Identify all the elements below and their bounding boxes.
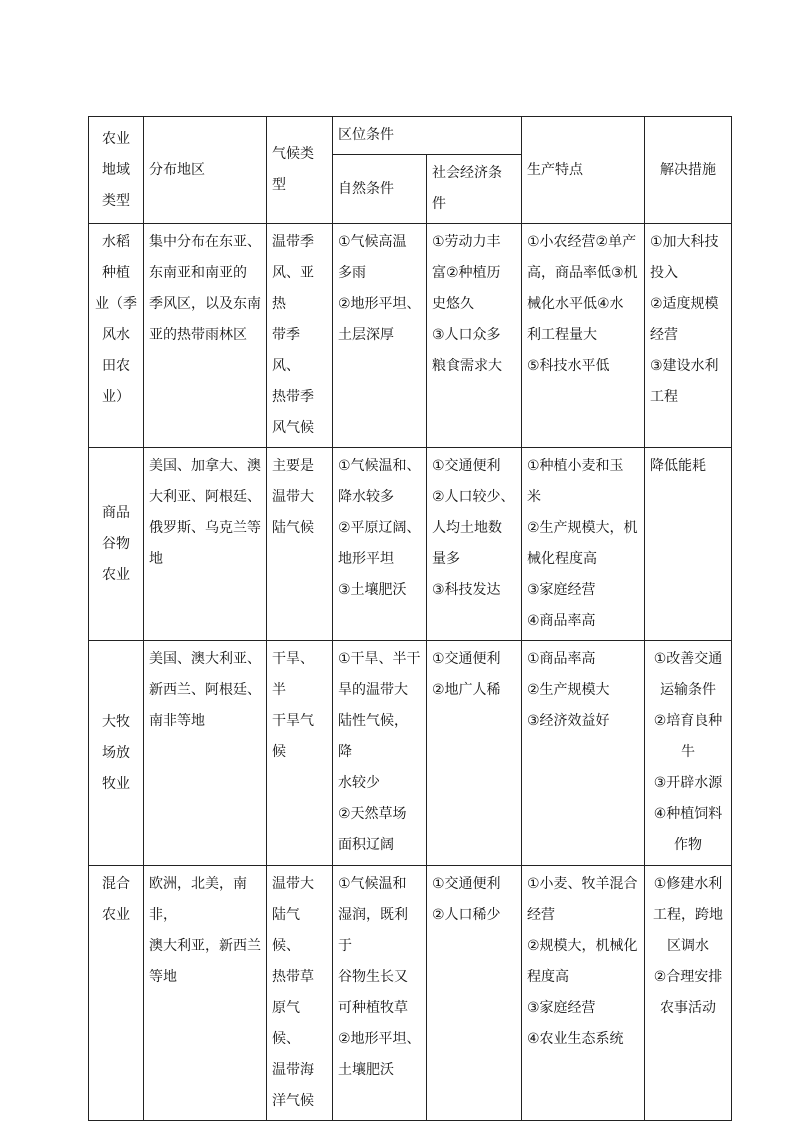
header-measures: 解决措施 — [645, 117, 732, 224]
cell-line: 陆气候、 — [272, 907, 300, 954]
row-type-cell — [89, 866, 144, 1121]
cell-line: ②人口稀少 — [432, 907, 501, 923]
row-region-cell — [144, 224, 267, 448]
row-region-cell — [144, 448, 267, 641]
cell-line: 可种植牧草 — [338, 1000, 408, 1016]
cell-line: 洋气候 — [272, 1093, 314, 1109]
cell-line: 水较少 — [338, 775, 380, 791]
cell-line: 气候类 — [272, 146, 314, 162]
header-location: 区位条件 — [333, 117, 522, 155]
cell-line: ②天然草场 — [338, 806, 407, 822]
cell-line: 温带大 — [272, 489, 314, 505]
cell-line: 温带季 — [272, 234, 314, 250]
cell-line: 新西兰、阿根廷、 — [149, 682, 261, 698]
cell-line: ①种植小麦和玉 — [527, 458, 624, 474]
cell-line: 地形平坦 — [338, 551, 394, 567]
table-row — [89, 866, 732, 1121]
header-natural: 自然条件 — [333, 155, 427, 224]
cell-line: ③人口众多 — [432, 327, 501, 343]
row-measures-cell — [645, 641, 732, 866]
cell-line: ②生产规模大 — [527, 682, 610, 698]
header-type — [89, 117, 144, 224]
cell-line: ①交通便利 — [432, 651, 501, 667]
cell-line: 主要是 — [272, 458, 314, 474]
cell-line: 农业 — [102, 130, 130, 147]
cell-line: 件 — [432, 196, 446, 212]
cell-line: 工程，跨地 — [653, 907, 723, 923]
cell-line: 降低能耗 — [650, 458, 706, 474]
cell-line: 土壤肥沃 — [338, 1062, 394, 1078]
cell-line: 程度高 — [527, 969, 569, 985]
row-features-cell — [522, 448, 645, 641]
cell-line: ②人口较少、 — [432, 489, 515, 505]
cell-line: ①劳动力丰 — [432, 234, 501, 250]
cell-line: 美国、加拿大、澳 — [149, 458, 261, 474]
cell-line: 混合 — [102, 876, 130, 892]
cell-line: 湿润，既利于 — [338, 907, 408, 954]
cell-line: 械化程度高 — [527, 551, 597, 567]
cell-line: 商品 — [102, 504, 130, 521]
row-region-cell — [144, 866, 267, 1121]
header-region: 分布地区 — [144, 117, 267, 224]
cell-line: 利工程量大 — [527, 327, 597, 343]
cell-line: 原气候、 — [272, 1000, 300, 1047]
row-measures-cell — [645, 866, 732, 1121]
cell-line: 地域 — [102, 161, 130, 178]
cell-line: 业） — [102, 389, 130, 405]
cell-line: 大利亚、阿根廷、 — [149, 489, 261, 505]
row-features-cell — [522, 641, 645, 866]
cell-line: 场放 — [102, 744, 130, 761]
cell-line: 风水 — [102, 327, 130, 343]
row-natural-cell — [333, 448, 427, 641]
cell-line: 社会经济条 — [432, 165, 502, 181]
cell-line: ①交通便利 — [432, 458, 501, 474]
cell-line: 农业 — [102, 907, 130, 923]
cell-line: 欧洲，北美，南非， — [149, 876, 247, 923]
cell-line: 高，商品率低③机 — [527, 265, 638, 281]
cell-line: 陆气候 — [272, 520, 314, 536]
cell-line: ②生产规模大，机 — [527, 520, 638, 536]
cell-line: 粮食需求大 — [432, 358, 502, 374]
cell-line: 干旱、半 — [272, 651, 314, 698]
cell-line: 农业 — [102, 566, 130, 583]
cell-line: 风、亚热 — [272, 265, 314, 312]
row-natural-cell — [333, 224, 427, 448]
cell-line: 面积辽阔 — [338, 837, 394, 853]
cell-line: 俄罗斯、乌克兰等 — [149, 520, 261, 536]
cell-line: ③科技发达 — [432, 582, 501, 598]
cell-line: 土层深厚 — [338, 327, 394, 343]
cell-line: ①气候温和 — [338, 876, 407, 892]
cell-line: 热带季 — [272, 389, 314, 405]
row-natural-cell — [333, 866, 427, 1121]
cell-line: ②规模大，机械化 — [527, 938, 638, 954]
cell-line: 农事活动 — [660, 1000, 716, 1016]
cell-line: ④农业生态系统 — [527, 1031, 624, 1047]
cell-line: ②地形平坦、 — [338, 296, 421, 312]
table-row — [89, 448, 732, 641]
cell-line: 史悠久 — [432, 296, 474, 312]
cell-line: 热带草 — [272, 969, 314, 985]
cell-line: ②地广人稀 — [432, 682, 501, 698]
cell-line: ③开辟水源 — [653, 775, 723, 791]
cell-line: 美国、澳大利亚、 — [149, 651, 261, 667]
row-climate-cell — [267, 641, 333, 866]
cell-line: 东南亚和南亚的 — [149, 265, 247, 281]
cell-line: ③家庭经营 — [527, 582, 596, 598]
cell-line: 田农 — [102, 358, 130, 374]
cell-line: ②合理安排 — [653, 969, 723, 985]
row-measures-cell — [645, 224, 732, 448]
row-social-cell — [427, 224, 522, 448]
cell-line: ⑤科技水平低 — [527, 358, 610, 374]
cell-line: 南非等地 — [149, 713, 205, 729]
cell-line: ①商品率高 — [527, 651, 596, 667]
cell-line: ①修建水利 — [653, 876, 723, 892]
cell-line: 水稻 — [102, 234, 130, 250]
header-social — [427, 155, 522, 224]
cell-line: ①小麦、牧羊混合 — [527, 876, 638, 892]
cell-line: 大牧 — [102, 713, 130, 730]
cell-line: ①气候高温 — [338, 234, 407, 250]
row-social-cell — [427, 448, 522, 641]
cell-line: 类型 — [102, 192, 130, 209]
cell-line: 旱的温带大 — [338, 682, 408, 698]
row-features-cell — [522, 866, 645, 1121]
cell-line: 业（季 — [95, 296, 137, 312]
cell-line: 澳大利亚，新西兰 — [149, 938, 261, 954]
row-measures-cell — [645, 448, 732, 641]
cell-line: 干旱气 — [272, 713, 314, 729]
cell-line: 亚的热带雨林区 — [149, 327, 247, 343]
cell-line: ③家庭经营 — [527, 1000, 596, 1016]
cell-line: 谷物生长又 — [338, 969, 408, 985]
cell-line: 地 — [149, 551, 163, 567]
cell-line: 多雨 — [338, 265, 366, 281]
cell-line: ①干旱、半干 — [338, 651, 421, 667]
cell-line: 种植 — [102, 265, 130, 281]
cell-line: ①加大科技 — [650, 234, 719, 250]
cell-line: 作物 — [674, 837, 702, 853]
row-climate-cell — [267, 448, 333, 641]
row-social-cell — [427, 641, 522, 866]
row-climate-cell — [267, 224, 333, 448]
header-features: 生产特点 — [522, 117, 645, 224]
cell-line: ②适度规模 — [650, 296, 719, 312]
row-features-cell — [522, 224, 645, 448]
cell-line: ②平原辽阔、 — [338, 520, 421, 536]
cell-line: 牛 — [681, 744, 695, 760]
table-row — [89, 224, 732, 448]
cell-line: ①交通便利 — [432, 876, 501, 892]
cell-line: ②培育良种 — [653, 713, 723, 729]
row-social-cell — [427, 866, 522, 1121]
cell-line: ③土壤肥沃 — [338, 582, 407, 598]
row-type-cell — [89, 224, 144, 448]
cell-line: 候 — [272, 744, 286, 760]
cell-line: 投入 — [650, 265, 678, 281]
cell-line: ④商品率高 — [527, 613, 596, 629]
cell-line: 降水较多 — [338, 489, 394, 505]
cell-line: 富②种植历 — [432, 265, 501, 281]
cell-line: 区调水 — [667, 938, 709, 954]
cell-line: 量多 — [432, 551, 460, 567]
cell-line: 米 — [527, 489, 541, 505]
cell-line: ①改善交通 — [653, 651, 723, 667]
cell-line: ③建设水利 — [650, 358, 719, 374]
cell-line: 经营 — [527, 907, 555, 923]
table-row — [89, 641, 732, 866]
row-climate-cell — [267, 866, 333, 1121]
cell-line: 牧业 — [102, 775, 130, 792]
row-type-cell — [89, 641, 144, 866]
cell-line: 风气候 — [272, 420, 314, 436]
cell-line: 工程 — [650, 389, 678, 405]
cell-line: 等地 — [149, 969, 177, 985]
row-type-cell — [89, 448, 144, 641]
cell-line: ③经济效益好 — [527, 713, 610, 729]
cell-line: 陆性气候，降 — [338, 713, 408, 760]
cell-line: 械化水平低④水 — [527, 296, 624, 312]
cell-line: 温带大 — [272, 876, 314, 892]
cell-line: ②地形平坦、 — [338, 1031, 421, 1047]
row-region-cell — [144, 641, 267, 866]
agriculture-regions-table — [88, 116, 732, 1121]
cell-line: 人均土地数 — [432, 520, 502, 536]
cell-line: ①气候温和、 — [338, 458, 421, 474]
cell-line: 集中分布在东亚、 — [149, 234, 261, 250]
cell-line: 型 — [272, 177, 286, 193]
cell-line: 温带海 — [272, 1062, 314, 1078]
cell-line: 经营 — [650, 327, 678, 343]
cell-line: ④种植饲料 — [653, 806, 723, 822]
cell-line: 运输条件 — [660, 682, 716, 698]
cell-line: ①小农经营②单产 — [527, 234, 637, 250]
row-natural-cell — [333, 641, 427, 866]
cell-line: 带季风、 — [272, 327, 300, 374]
cell-line: 谷物 — [102, 535, 130, 552]
cell-line: 季风区，以及东南 — [149, 296, 261, 312]
header-climate — [267, 117, 333, 224]
